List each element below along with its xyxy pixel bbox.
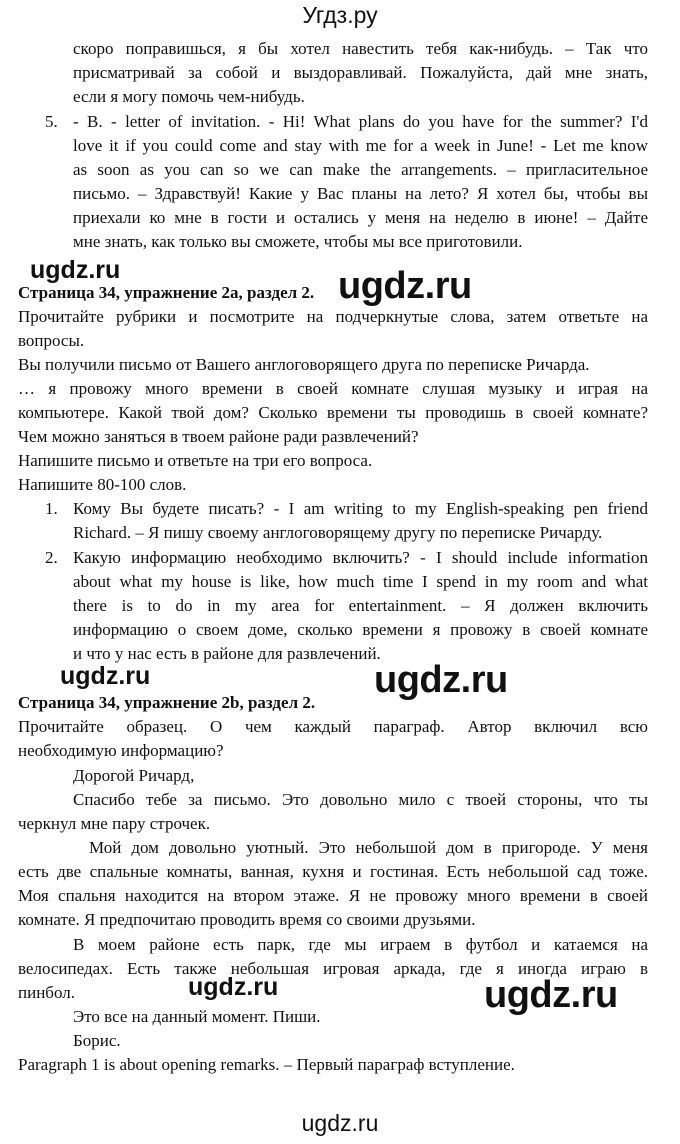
list-number: 1. xyxy=(45,499,58,518)
text-line: присматривай за собой и выздоравливай. Пожалуйста, дай мне знать, xyxy=(73,63,648,82)
text-line: В моем районе есть парк, где мы играем в футбол и катаемся на xyxy=(73,935,648,954)
letter-closing: Это все на данный момент. Пиши. xyxy=(73,1007,321,1026)
text-line: вопросы. xyxy=(18,331,85,350)
text-line: Paragraph 1 is about opening remarks. – Первый параграф вступление. xyxy=(18,1055,515,1074)
text-line: комнате. Я предпочитаю проводить время со своими друзьями. xyxy=(18,910,476,929)
watermark-small: ugdz.ru xyxy=(60,662,151,690)
text-line: Спасибо тебе за письмо. Это довольно мило с твоей стороны, что ты xyxy=(73,790,648,809)
text-line: скоро поправишься, я бы хотел навестить тебя как-нибудь. – Так что xyxy=(73,39,648,58)
text-line: Какую информацию необходимо включить? - I should include information xyxy=(73,548,648,567)
text-line: Мой дом довольно уютный. Это небольшой дом в пригороде. У меня xyxy=(89,838,648,857)
list-number: 5. xyxy=(45,112,58,131)
text-line: - B. - letter of invitation. - Hi! What plans do you have for the summer? I'd xyxy=(73,112,648,131)
text-line: Напишите 80-100 слов. xyxy=(18,475,187,494)
text-line: … я провожу много времени в своей комнате слушая музыку и играя на xyxy=(18,379,648,398)
text-line: пинбол. xyxy=(18,983,75,1002)
text-line: about what my house is like, how much time I spend in my room and what xyxy=(73,572,648,591)
text-line: Напишите письмо и ответьте на три его вопроса. xyxy=(18,451,373,470)
text-line: love it if you could come and stay with me for a week in June! - Let me know xyxy=(73,136,648,155)
text-line: велосипедах. Есть также небольшая игровая аркада, где я иногда играю в xyxy=(18,959,648,978)
text-line: и что у нас есть в районе для развлечений. xyxy=(73,644,381,663)
text-line: необходимую информацию? xyxy=(18,741,224,760)
list-number: 2. xyxy=(45,548,58,567)
text-line: есть две спальные комнаты, ванная, кухня и гостиная. Есть небольшой сад тоже. xyxy=(18,862,648,881)
text-line: Прочитайте рубрики и посмотрите на подчеркнутые слова, затем ответьте на xyxy=(18,307,648,326)
text-line: информацию о своем доме, сколько времени я провожу в своей комнате xyxy=(73,620,648,639)
section-heading-2a: Страница 34, упражнение 2a, раздел 2. xyxy=(18,283,315,302)
text-line: письмо. – Здравствуй! Какие у Вас планы на лето? Я хотел бы, чтобы вы xyxy=(73,184,648,203)
text-line: Прочитайте образец. О чем каждый параграф. Автор включил всю xyxy=(18,717,648,736)
watermark-small: ugdz.ru xyxy=(188,973,279,1001)
text-line: мне знать, как только вы сможете, чтобы мы все приготовили. xyxy=(73,232,523,251)
text-line: приехали ко мне в гости и остались у меня на неделю в июне! – Дайте xyxy=(73,208,648,227)
letter-signature: Борис. xyxy=(73,1031,121,1050)
text-line: компьютере. Какой твой дом? Сколько времени ты проводишь в своей комнате? xyxy=(18,403,648,422)
text-line: Вы получили письмо от Вашего англоговорящего друга по переписке Ричарда. xyxy=(18,355,590,374)
letter-greeting: Дорогой Ричард, xyxy=(73,766,195,785)
site-header[interactable]: Угдз.ру xyxy=(302,2,378,28)
text-line: there is to do in my area for entertainment. – Я должен включить xyxy=(73,596,648,615)
section-heading-2b: Страница 34, упражнение 2b, раздел 2. xyxy=(18,693,316,712)
text-line: Richard. – Я пишу своему англоговорящему другу по переписке Ричарду. xyxy=(73,523,603,542)
watermark-large: ugdz.ru xyxy=(374,659,508,701)
watermark-large: ugdz.ru xyxy=(484,974,618,1016)
watermark-small: ugdz.ru xyxy=(30,256,121,284)
text-line: если я могу помочь чем-нибудь. xyxy=(73,87,305,106)
text-line: Моя спальня находится на втором этаже. Я не провожу много времени в своей xyxy=(18,886,648,905)
text-line: Чем можно заняться в твоем районе ради развлечений? xyxy=(18,427,419,446)
text-line: черкнул мне пару строчек. xyxy=(18,814,211,833)
text-line: Кому Вы будете писать? - I am writing to my English-speaking pen friend xyxy=(73,499,648,518)
watermark-large: ugdz.ru xyxy=(338,265,472,307)
text-line: as soon as you can so we can make the arrangements. – пригласительное xyxy=(73,160,648,179)
site-footer[interactable]: ugdz.ru xyxy=(301,1110,379,1136)
